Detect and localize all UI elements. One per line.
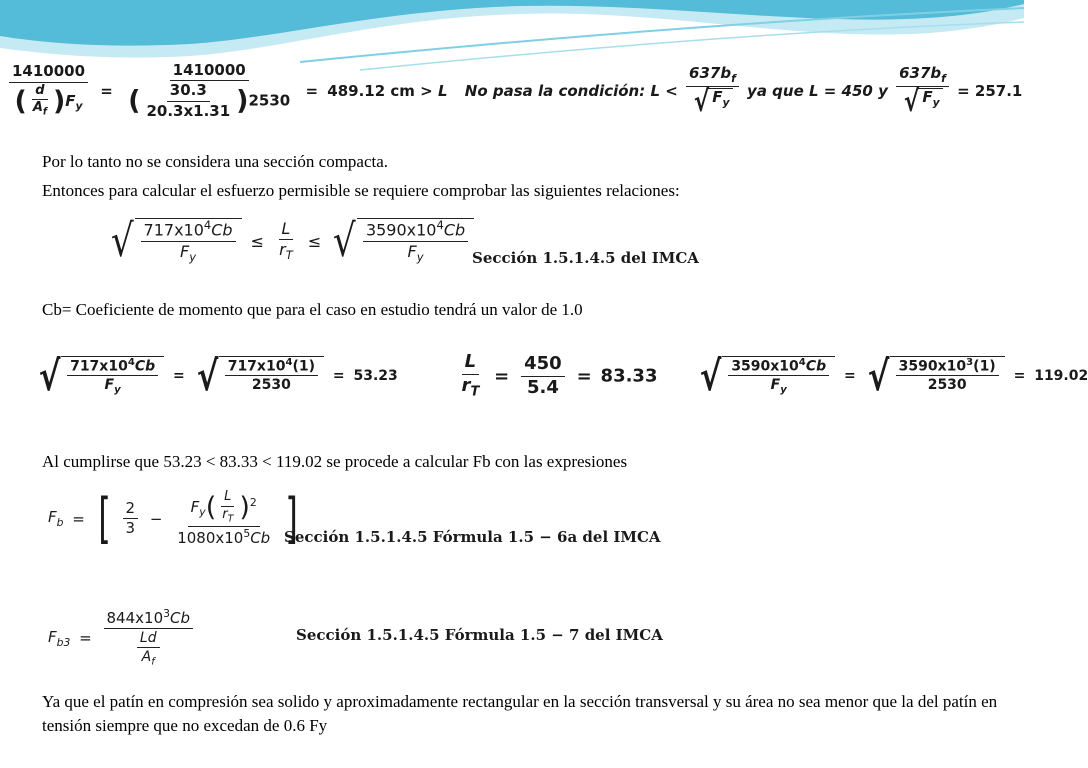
reference-imca-relation: Sección 1.5.1.4.5 del IMCA [472,249,699,267]
paragraph-allowable-stress: Entonces para calcular el esfuerzo permisible se requiere comprobar las siguientes relaciones: [42,181,680,200]
formula-row-1: 1410000 ( $\frac{d}{A_f}$ )$F_y$ = 1410000 ( $\frac{30.3}{20.3x1.31}$ )2530 = 489.12 cm > L No pasa la condición: L < $637b_f$ √ $F_y$ ya que L = 450 y $637b_f$ √ $F_y$ = 257.1 [6,62,1022,120]
paragraph-compact-section: Por lo tanto no se considera una sección compacta. [42,152,389,171]
formula-fb3: $F_{b3}$ = $\frac{844x10^3Cb}{\frac{Ld}{A_f}}$ [48,608,196,668]
paragraph-comparison: Al cumplirse que 53.23 < 83.33 < 119.02 se procede a calcular Fb con las expresiones [42,452,628,471]
paragraph-flange-condition: Ya que el patín en compresión sea solido y aproximadamente rectangular en la sección transversal y su área no sea menor que la del patín en tensión siempre que no excedan de 0.6 Fy [42,692,998,735]
formula-evaluation-row: √ $\frac{717x10^4Cb}{F_y}$ = √ $\frac{717x10^4(1)}{2530}$ = 53.23 $\frac{L}{r_T}$ = $\frac{450}{5.4}$ = 83.33 √ $\frac{3590x10^4Cb}{F_y}$ = √ $\frac{3590x10^3(1)}{2530}$ = 119.02 [38,351,1088,400]
formula-relation: √ $\frac{717x10^4Cb}{F_y}$ ≤ $\frac{L}{r_T}$ ≤ √ $\frac{3590x10^4Cb}{F_y}$ [108,218,474,264]
reference-imca-formula-6a: Sección 1.5.1.4.5 Fórmula 1.5 − 6a del IMCA [284,528,661,546]
reference-imca-formula-7: Sección 1.5.1.4.5 Fórmula 1.5 − 7 del IMCA [296,626,663,644]
paragraph-cb-coefficient: Cb= Coeficiente de momento que para el caso en estudio tendrá un valor de 1.0 [42,300,583,319]
formula-fb: $F_b$ = [ $\frac{2}{3}$ − $F_y$( $\frac{L}{r_T}$ )$^2$ $1080x10^5Cb$ ] [48,486,298,550]
